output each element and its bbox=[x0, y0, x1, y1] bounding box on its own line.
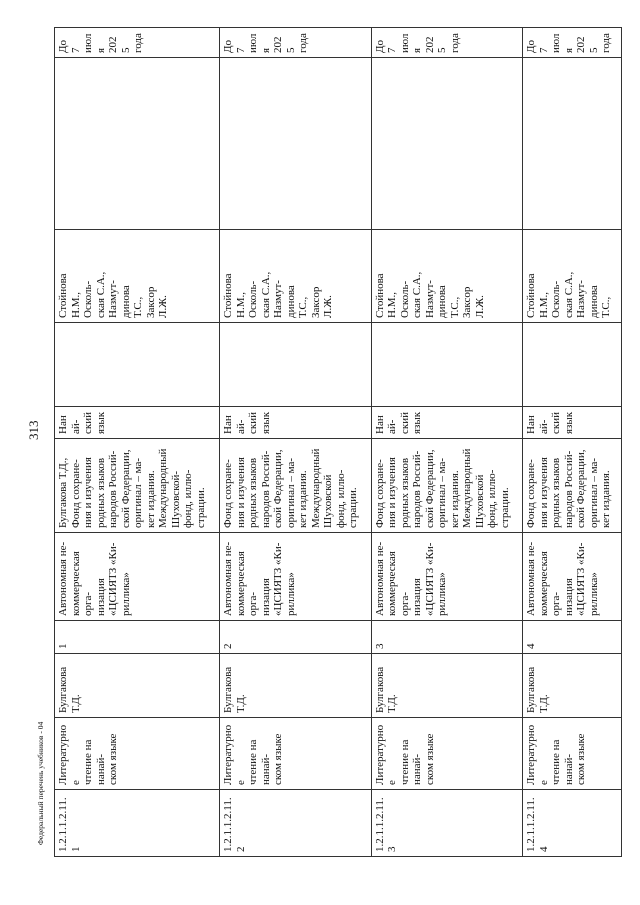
cell-title bbox=[220, 718, 372, 790]
language-text: Нанай- ский язык bbox=[373, 411, 424, 434]
cell-partner bbox=[55, 439, 220, 533]
cell-grade bbox=[55, 621, 220, 654]
authors-team-text: Стойнова Н.М., Осколь- ская С.А., Назмут- динова Т.С., Заксор Л.Ж. bbox=[57, 271, 169, 318]
table-row bbox=[55, 28, 220, 857]
publisher-text: Автономная не- коммерческая орга- низация «ЦСИЯТЗ «Ки- риллика» bbox=[57, 541, 132, 616]
cell-code bbox=[523, 790, 622, 857]
author-text: Булгакова Т.Д. bbox=[373, 666, 399, 713]
authors-team-text: Стойнова Н.М., Осколь- ская С.А., Назмут- динова Т.С., Заксор Л.Ж. bbox=[222, 271, 335, 318]
deadline-text: До 7 июля 2025 года bbox=[222, 33, 310, 53]
cell-authors-team bbox=[523, 230, 622, 323]
cell-code bbox=[220, 790, 372, 857]
grade-text: 2 bbox=[222, 643, 235, 649]
cell-partner bbox=[220, 439, 372, 533]
page-number: 313 bbox=[26, 420, 41, 440]
cell-partner bbox=[371, 439, 523, 533]
cell-empty bbox=[523, 323, 622, 407]
author-text: Булгакова Т.Д. bbox=[222, 666, 247, 713]
cell-deadline bbox=[220, 28, 372, 58]
code-text: 1.2.1.1.2.11.3 bbox=[373, 797, 399, 852]
cell-grade bbox=[220, 621, 372, 654]
publisher-text: Автономная не- коммерческая орга- низация «ЦСИЯТЗ «Ки- риллика» bbox=[373, 541, 449, 616]
grade-text: 1 bbox=[57, 643, 69, 649]
cell-code bbox=[55, 790, 220, 857]
deadline-text: До 7 июля 2025 года bbox=[373, 33, 461, 53]
cell-authors-team bbox=[220, 230, 372, 323]
publisher-text: Автономная не- коммерческая орга- низация «ЦСИЯТЗ «Ки- риллика» bbox=[525, 541, 600, 616]
partner-text: Фонд сохране- ния и изучения родных языков народов Россий- ской Федерации, оригинал – ма- кет издания. bbox=[525, 449, 613, 528]
language-text: Нанай- ский язык bbox=[525, 411, 575, 434]
textbook-table bbox=[54, 27, 622, 857]
cell-language bbox=[220, 407, 372, 439]
title-text: Литературное чтение на нанай- ском языке bbox=[525, 724, 588, 785]
cell-empty bbox=[55, 323, 220, 407]
grade-text: 3 bbox=[373, 643, 386, 649]
cell-deadline bbox=[371, 28, 523, 58]
cell-language bbox=[371, 407, 523, 439]
cell-authors-team bbox=[371, 230, 523, 323]
author-text: Булгакова Т.Д. bbox=[525, 666, 550, 713]
textbook-table-area bbox=[54, 28, 622, 857]
cell-empty bbox=[371, 58, 523, 230]
cell-deadline bbox=[523, 28, 622, 58]
authors-team-text: Стойнова Н.М., Осколь- ская С.А., Назмут- динова Т.С., Заксор Л.Ж. bbox=[373, 271, 486, 318]
cell-author bbox=[371, 654, 523, 718]
cell-author bbox=[220, 654, 372, 718]
cell-deadline bbox=[55, 28, 220, 58]
partner-text: Булгакова Т.Д., Фонд сохране- ния и изучения родных языков народов Россий- ской Федерации, оригинал – ма- кет издания. Международный Шуховской- фонд, иллю- страции. bbox=[57, 448, 207, 528]
partner-text: Фонд сохране- ния и изучения родных языков народов Россий- ской Федерации, оригинал – ма- кет издания. Международный Шуховской фонд, иллю- страции. bbox=[373, 448, 511, 528]
cell-publisher bbox=[371, 533, 523, 621]
deadline-text: До 7 июля 2025 года bbox=[57, 33, 144, 53]
title-text: Литературное чтение на нанай- ском языке bbox=[222, 724, 285, 785]
cell-empty bbox=[371, 323, 523, 407]
cell-language bbox=[55, 407, 220, 439]
title-text: Литературное чтение на нанай- ском языке bbox=[373, 724, 436, 785]
cell-author bbox=[523, 654, 622, 718]
table-row bbox=[371, 28, 523, 857]
code-text: 1.2.1.1.2.11.4 bbox=[525, 797, 550, 852]
cell-code bbox=[371, 790, 523, 857]
cell-publisher bbox=[523, 533, 622, 621]
cell-empty bbox=[220, 58, 372, 230]
cell-grade bbox=[371, 621, 523, 654]
partner-text: Фонд сохране- ния и изучения родных языков народов Россий- ской Федерации, оригинал – ма- кет издания. Международный Шуховской фонд, иллю- страции. bbox=[222, 448, 360, 528]
cell-partner bbox=[523, 439, 622, 533]
table-row bbox=[523, 28, 622, 857]
cell-authors-team bbox=[55, 230, 220, 323]
cell-author bbox=[55, 654, 220, 718]
cell-title bbox=[523, 718, 622, 790]
language-text: Нанай- ский язык bbox=[222, 411, 272, 434]
code-text: 1.2.1.1.2.11.2 bbox=[222, 797, 247, 852]
cell-grade bbox=[523, 621, 622, 654]
cell-publisher bbox=[55, 533, 220, 621]
table-row bbox=[220, 28, 372, 857]
grade-text: 4 bbox=[525, 643, 538, 649]
author-text: Булгакова Т.Д. bbox=[57, 666, 82, 713]
authors-team-text: Стойнова Н.М., Осколь- ская С.А., Назмут- динова Т.С., bbox=[525, 271, 613, 318]
cell-empty bbox=[55, 58, 220, 230]
cell-empty bbox=[220, 323, 372, 407]
title-text: Литературное чтение на нанай- ском языке bbox=[57, 724, 119, 785]
page-footer: Федеральный перечень учебников - 04 bbox=[36, 721, 45, 845]
code-text: 1.2.1.1.2.11.1 bbox=[57, 797, 82, 852]
deadline-text: До 7 июля 2025 года bbox=[525, 33, 613, 53]
publisher-text: Автономная не- коммерческая орга- низация «ЦСИЯТЗ «Ки- риллика» bbox=[222, 541, 297, 616]
cell-title bbox=[371, 718, 523, 790]
cell-title bbox=[55, 718, 220, 790]
cell-language bbox=[523, 407, 622, 439]
cell-empty bbox=[523, 58, 622, 230]
language-text: Нанай- ский язык bbox=[57, 411, 107, 434]
cell-publisher bbox=[220, 533, 372, 621]
